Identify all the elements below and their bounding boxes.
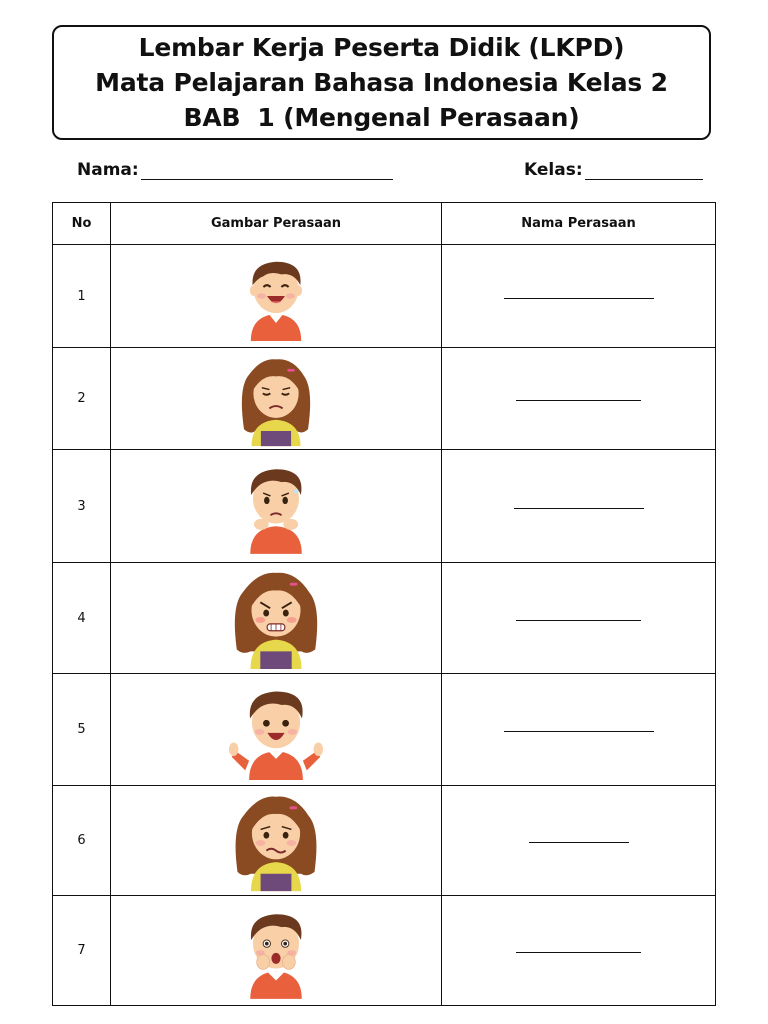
picture-cell (111, 786, 442, 896)
header-no: No (53, 203, 111, 245)
table-row (53, 348, 716, 450)
class-label: Kelas: (524, 160, 583, 180)
picture-cell (111, 674, 442, 786)
worksheet-title-box (52, 25, 711, 140)
table-header-row (53, 203, 716, 245)
row-number: 6 (53, 786, 111, 896)
picture-cell (111, 896, 442, 1006)
row-number: 4 (53, 563, 111, 674)
class-field[interactable] (524, 160, 703, 180)
feelings-table (52, 202, 716, 1006)
answer-cell[interactable] (442, 896, 716, 1006)
happy-boy-icon (231, 248, 321, 344)
answer-blank-line[interactable] (504, 296, 654, 299)
picture-cell (111, 450, 442, 563)
answer-blank-line[interactable] (514, 506, 644, 509)
answer-blank-line[interactable] (516, 398, 641, 401)
answer-cell[interactable] (442, 348, 716, 450)
answer-blank-line[interactable] (504, 729, 654, 732)
row-number: 7 (53, 896, 111, 1006)
table-row (53, 245, 716, 348)
picture-cell (111, 245, 442, 348)
table-row (53, 563, 716, 674)
worried-boy-icon (230, 454, 322, 558)
answer-cell[interactable] (442, 450, 716, 563)
title-line-3: BAB 1 (Mengenal Perasaan) (183, 103, 580, 132)
confused-girl-icon (224, 790, 328, 892)
answer-cell[interactable] (442, 786, 716, 896)
row-number: 3 (53, 450, 111, 563)
picture-cell (111, 563, 442, 674)
table-row (53, 450, 716, 563)
header-picture: Gambar Perasaan (111, 203, 442, 245)
class-blank-line[interactable] (585, 161, 703, 180)
table-row (53, 786, 716, 896)
row-number: 1 (53, 245, 111, 348)
picture-cell (111, 348, 442, 450)
answer-blank-line[interactable] (516, 950, 641, 953)
name-field[interactable] (77, 160, 393, 180)
answer-blank-line[interactable] (516, 618, 641, 621)
answer-cell[interactable] (442, 674, 716, 786)
table-row (53, 674, 716, 786)
header-feeling-name: Nama Perasaan (442, 203, 716, 245)
excited-boy-icon (226, 678, 326, 782)
shocked-boy-icon (230, 899, 322, 1003)
name-blank-line[interactable] (141, 161, 393, 180)
student-identity-row (0, 160, 768, 186)
title-line-1: Lembar Kerja Peserta Didik (LKPD) (138, 33, 625, 62)
title-line-2: Mata Pelajaran Bahasa Indonesia Kelas 2 (95, 68, 668, 97)
table-row (53, 896, 716, 1006)
angry-girl-icon (223, 567, 329, 669)
sad-girl-icon (227, 351, 325, 447)
answer-cell[interactable] (442, 245, 716, 348)
row-number: 2 (53, 348, 111, 450)
row-number: 5 (53, 674, 111, 786)
answer-cell[interactable] (442, 563, 716, 674)
answer-blank-line[interactable] (529, 840, 629, 843)
name-label: Nama: (77, 160, 139, 180)
